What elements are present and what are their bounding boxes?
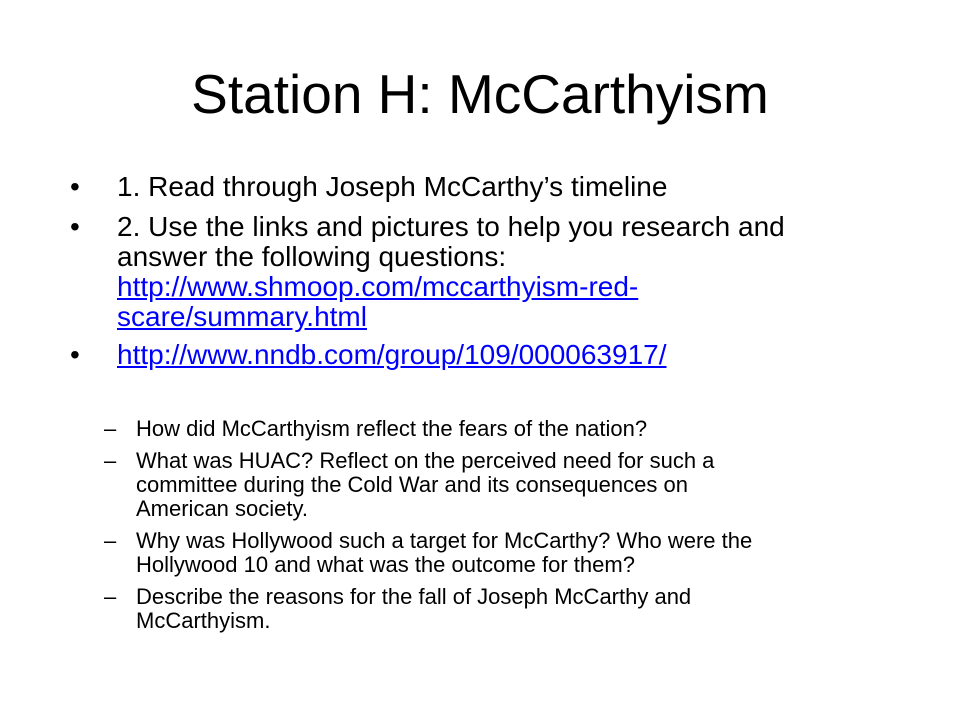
nndb-link[interactable]: http://www.nndb.com/group/109/000063917/ <box>117 339 667 370</box>
dash-marker: – <box>104 448 117 473</box>
bullet-marker: • <box>70 339 80 370</box>
bullet-marker: • <box>70 211 80 242</box>
question-line: Hollywood 10 and what was the outcome for them? <box>136 552 635 577</box>
bullet-marker: • <box>70 171 80 202</box>
question-line: How did McCarthyism reflect the fears of the nation? <box>136 416 648 441</box>
question-text <box>136 449 714 521</box>
dash-marker: – <box>104 416 117 441</box>
question-text <box>136 529 752 577</box>
dash-marker: – <box>104 584 117 609</box>
slide-title: Station H: McCarthyism <box>191 63 769 125</box>
shmoop-link-line[interactable]: scare/summary.html <box>117 301 367 332</box>
dash-marker: – <box>104 528 117 553</box>
question-line: Why was Hollywood such a target for McCarthy? Who were the <box>136 528 753 553</box>
bullet-text-line: 2. Use the links and pictures to help you research and <box>117 211 785 242</box>
bullet-text: 1. Read through Joseph McCarthy’s timeline <box>117 171 668 202</box>
question-text <box>136 585 691 633</box>
bullet-text-block <box>117 212 785 332</box>
question-line: committee during the Cold War and its consequences on <box>136 472 688 497</box>
question-text <box>136 417 647 441</box>
question-line: Describe the reasons for the fall of Joseph McCarthy and <box>136 584 692 609</box>
question-line: American society. <box>136 496 308 521</box>
shmoop-link-line[interactable]: http://www.shmoop.com/mccarthyism-red- <box>117 271 639 302</box>
question-line: McCarthyism. <box>136 608 271 633</box>
question-line: What was HUAC? Reflect on the perceived need for such a <box>136 448 715 473</box>
bullet-text-line: answer the following questions: <box>117 241 507 272</box>
